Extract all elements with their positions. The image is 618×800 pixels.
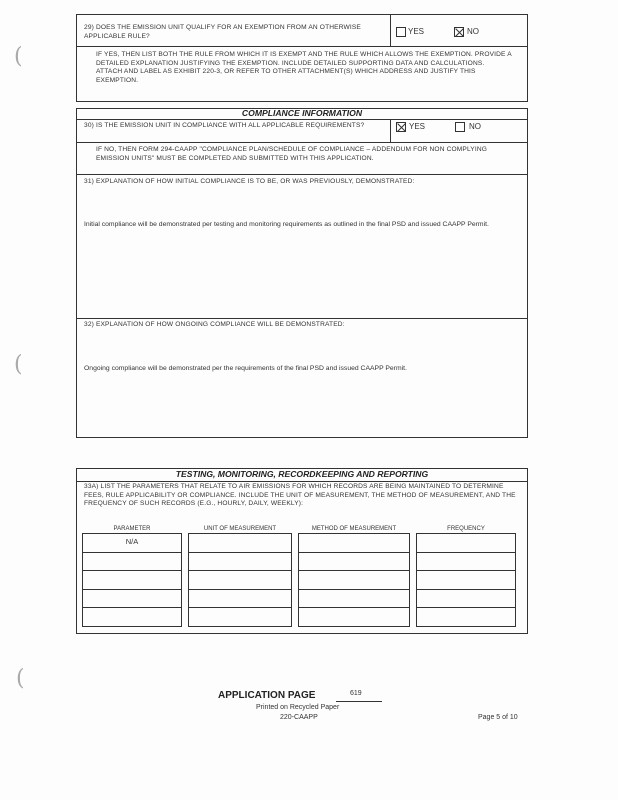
punch-hole-mark: ( <box>14 352 23 377</box>
q29-question: 29) DOES THE EMISSION UNIT QUALIFY FOR AN EXEMPTION FROM AN OTHERWISE APPLICABLE RULE? <box>84 24 361 40</box>
q29-no-label: NO <box>467 27 479 36</box>
table-cell-parameter[interactable] <box>82 570 182 590</box>
q29-yes-checkbox[interactable] <box>396 27 406 37</box>
q30-yes-label: YES <box>409 122 426 131</box>
table-cell-text: N/A <box>125 537 139 546</box>
table-cell-frequency[interactable] <box>416 607 516 627</box>
col-header-unit: UNIT OF MEASUREMENT <box>203 526 277 532</box>
table-cell-unit[interactable] <box>188 589 292 609</box>
q31-label: 31) EXPLANATION OF HOW INITIAL COMPLIANCE IS TO BE, OR WAS PREVIOUSLY, DEMONSTRATED: <box>84 178 415 185</box>
table-cell-frequency[interactable] <box>416 570 516 590</box>
table-cell-unit[interactable] <box>188 552 292 572</box>
table-cell-method[interactable] <box>298 533 410 553</box>
table-cell-parameter[interactable] <box>82 589 182 609</box>
table-cell-frequency[interactable] <box>416 552 516 572</box>
table-cell-unit[interactable] <box>188 533 292 553</box>
q31-answer: Initial compliance will be demonstrated per testing and monitoring requirements as outlined in the final PSD and issued CAAPP Permit. <box>84 221 489 228</box>
q32-label: 32) EXPLANATION OF HOW ONGOING COMPLIANCE WILL BE DEMONSTRATED: <box>84 321 345 328</box>
q33a-question: 33A) LIST THE PARAMETERS THAT RELATE TO AIR EMISSIONS FOR WHICH RECORDS ARE BEING MAINTAINED TO DETERMINE FEES, RULE APPLICABILITY OR COMPLIANCE. INCLUDE THE UNIT OF MEASUREMENT, THE METHOD OF MEASUREMENT, AND THE FREQUENCY OF SUCH RECORDS (E.G., HOURLY, DAILY, WEEKLY): <box>84 483 516 508</box>
compliance-title: COMPLIANCE INFORMATION <box>241 108 363 118</box>
table-cell-method[interactable] <box>298 570 410 590</box>
col-header-parameter: PARAMETER <box>113 526 151 532</box>
application-page-label: APPLICATION PAGE <box>218 690 316 701</box>
table-cell-parameter[interactable] <box>82 607 182 627</box>
col-header-method: METHOD OF MEASUREMENT <box>311 526 397 532</box>
q30-yes-checkbox[interactable] <box>396 122 406 132</box>
page-of-indicator: Page 5 of 10 <box>478 714 518 721</box>
testing-title: TESTING, MONITORING, RECORDKEEPING AND REPORTING <box>175 469 429 479</box>
q30-instruction: IF NO, THEN FORM 294-CAAPP "COMPLIANCE PLAN/SCHEDULE OF COMPLIANCE – ADDENDUM FOR NON COMPLYING EMISSION UNITS" MUST BE COMPLETED AND SUBMITTED WITH THIS APPLICATION. <box>96 146 488 162</box>
recycled-paper-note: Printed on Recycled Paper <box>256 704 340 711</box>
table-cell-method[interactable] <box>298 552 410 572</box>
q29-instruction: IF YES, THEN LIST BOTH THE RULE FROM WHICH IT IS EXEMPT AND THE RULE WHICH ALLOWS THE EXEMPTION. PROVIDE A DETAILED EXPLANATION JUSTIFYING THE EXEMPTION. INCLUDE DETAILED SUPPORTING DATA AND CALCULATIONS. ATTACH AND LABEL AS EXHIBIT 220-3, OR REFER TO OTHER ATTACHMENT(S) WHICH ADDRESS AND JUSTIFY THIS EXEMPTION. <box>96 51 512 84</box>
table-cell-unit[interactable] <box>188 570 292 590</box>
q32-answer: Ongoing compliance will be demonstrated per the requirements of the final PSD and issued CAAPP Permit. <box>84 365 407 372</box>
table-cell-frequency[interactable] <box>416 589 516 609</box>
q30-no-checkbox[interactable] <box>455 122 465 132</box>
table-cell-parameter[interactable] <box>82 552 182 572</box>
application-page-number: 619 <box>350 690 362 697</box>
q30-no-label: NO <box>469 122 481 131</box>
table-cell-frequency[interactable] <box>416 533 516 553</box>
form-number: 220-CAAPP <box>280 714 318 721</box>
punch-hole-mark: ( <box>16 666 25 691</box>
punch-hole-mark: ( <box>14 44 23 69</box>
table-cell-method[interactable] <box>298 589 410 609</box>
table-cell-unit[interactable] <box>188 607 292 627</box>
table-cell-method[interactable] <box>298 607 410 627</box>
q29-no-checkbox[interactable] <box>454 27 464 37</box>
col-header-frequency: FREQUENCY <box>447 526 485 532</box>
q30-question: 30) IS THE EMISSION UNIT IN COMPLIANCE WITH ALL APPLICABLE REQUIREMENTS? <box>84 122 365 129</box>
q29-yes-label: YES <box>408 27 425 36</box>
